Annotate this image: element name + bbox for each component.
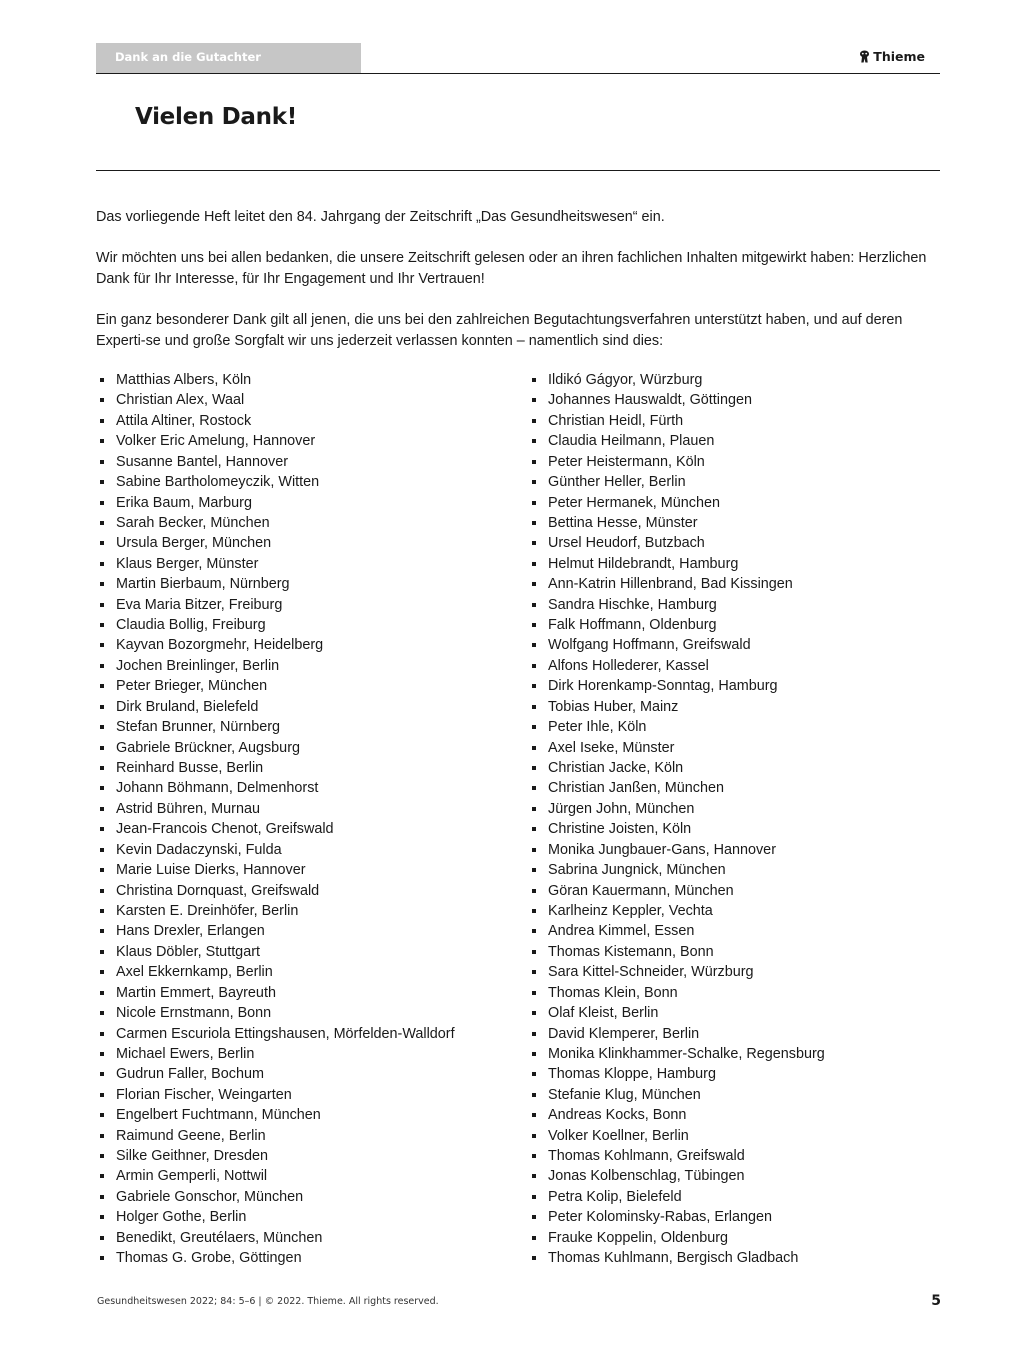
reviewer-item: Thomas Kloppe, Hamburg xyxy=(528,1064,825,1084)
reviewer-item: Reinhard Busse, Berlin xyxy=(96,758,455,778)
reviewer-list-right xyxy=(528,370,825,1269)
reviewer-item: Johannes Hauswaldt, Göttingen xyxy=(528,390,825,410)
reviewer-item: Thomas Kistemann, Bonn xyxy=(528,942,825,962)
reviewer-item: Günther Heller, Berlin xyxy=(528,472,825,492)
reviewer-item: Stefan Brunner, Nürnberg xyxy=(96,717,455,737)
reviewer-list-left xyxy=(96,370,455,1269)
reviewer-item: Sabrina Jungnick, München xyxy=(528,860,825,880)
reviewer-item: Kayvan Bozorgmehr, Heidelberg xyxy=(96,635,455,655)
reviewer-item: Raimund Geene, Berlin xyxy=(96,1126,455,1146)
reviewer-item: Bettina Hesse, Münster xyxy=(528,513,825,533)
reviewer-item: Sandra Hischke, Hamburg xyxy=(528,595,825,615)
reviewer-item: Thomas G. Grobe, Göttingen xyxy=(96,1248,455,1268)
reviewer-item: Susanne Bantel, Hannover xyxy=(96,452,455,472)
reviewer-item: Göran Kauermann, München xyxy=(528,881,825,901)
reviewer-item: Alfons Hollederer, Kassel xyxy=(528,656,825,676)
paragraph-thanks: Wir möchten uns bei allen bedanken, die unsere Zeitschrift gelesen oder an ihren fachlichen Inhalten mitgewirkt haben: Herzlichen Dank für Ihr Interesse, für Ihr Engagement und Ihr Vertrauen! xyxy=(96,250,927,287)
reviewer-item: Martin Bierbaum, Nürnberg xyxy=(96,574,455,594)
reviewer-item: Peter Brieger, München xyxy=(96,676,455,696)
reviewer-item: Sarah Becker, München xyxy=(96,513,455,533)
thieme-logo-icon xyxy=(859,50,870,63)
reviewer-item: Thomas Klein, Bonn xyxy=(528,983,825,1003)
reviewer-item: Peter Kolominsky-Rabas, Erlangen xyxy=(528,1207,825,1227)
reviewer-item: Dirk Bruland, Bielefeld xyxy=(96,697,455,717)
brand-name: Thieme xyxy=(873,49,925,64)
reviewer-item: Astrid Bühren, Murnau xyxy=(96,799,455,819)
reviewer-item: Jürgen John, München xyxy=(528,799,825,819)
reviewer-item: Kevin Dadaczynski, Fulda xyxy=(96,840,455,860)
reviewer-item: Axel Iseke, Münster xyxy=(528,738,825,758)
reviewer-item: Peter Heistermann, Köln xyxy=(528,452,825,472)
reviewer-item: Jean-Francois Chenot, Greifswald xyxy=(96,819,455,839)
reviewer-item: Gabriele Brückner, Augsburg xyxy=(96,738,455,758)
reviewer-item: Benedikt, Greutélaers, München xyxy=(96,1228,455,1248)
reviewer-item: Erika Baum, Marburg xyxy=(96,493,455,513)
reviewer-item: Christian Janßen, München xyxy=(528,778,825,798)
reviewer-item: Christian Alex, Waal xyxy=(96,390,455,410)
intro-text xyxy=(96,207,942,372)
reviewer-item: Frauke Koppelin, Oldenburg xyxy=(528,1228,825,1248)
reviewer-item: Jochen Breinlinger, Berlin xyxy=(96,656,455,676)
reviewer-item: Johann Böhmann, Delmenhorst xyxy=(96,778,455,798)
reviewer-item: Peter Hermanek, München xyxy=(528,493,825,513)
reviewer-item: Ursel Heudorf, Butzbach xyxy=(528,533,825,553)
reviewer-item: Nicole Ernstmann, Bonn xyxy=(96,1003,455,1023)
reviewer-item: Wolfgang Hoffmann, Greifswald xyxy=(528,635,825,655)
reviewer-item: Olaf Kleist, Berlin xyxy=(528,1003,825,1023)
paragraph-intro: Das vorliegende Heft leitet den 84. Jahrgang der Zeitschrift „Das Gesundheitswesen“ ein. xyxy=(96,209,665,225)
reviewer-item: Petra Kolip, Bielefeld xyxy=(528,1187,825,1207)
header-rule xyxy=(96,73,940,74)
reviewer-item: Helmut Hildebrandt, Hamburg xyxy=(528,554,825,574)
reviewer-item: Claudia Heilmann, Plauen xyxy=(528,431,825,451)
reviewer-item: Ann-Katrin Hillenbrand, Bad Kissingen xyxy=(528,574,825,594)
reviewer-item: Thomas Kohlmann, Greifswald xyxy=(528,1146,825,1166)
reviewer-item: Monika Jungbauer-Gans, Hannover xyxy=(528,840,825,860)
reviewer-item: Jonas Kolbenschlag, Tübingen xyxy=(528,1166,825,1186)
reviewer-item: Gabriele Gonschor, München xyxy=(96,1187,455,1207)
publisher-brand xyxy=(859,49,925,64)
reviewer-item: Ildikó Gágyor, Würzburg xyxy=(528,370,825,390)
reviewer-item: David Klemperer, Berlin xyxy=(528,1024,825,1044)
reviewer-item: Matthias Albers, Köln xyxy=(96,370,455,390)
reviewer-item: Christina Dornquast, Greifswald xyxy=(96,881,455,901)
reviewer-item: Christine Joisten, Köln xyxy=(528,819,825,839)
reviewer-item: Karlheinz Keppler, Vechta xyxy=(528,901,825,921)
title-rule xyxy=(96,170,940,171)
reviewer-item: Andreas Kocks, Bonn xyxy=(528,1105,825,1125)
reviewer-item: Claudia Bollig, Freiburg xyxy=(96,615,455,635)
reviewer-item: Marie Luise Dierks, Hannover xyxy=(96,860,455,880)
reviewer-item: Attila Altiner, Rostock xyxy=(96,411,455,431)
reviewer-item: Michael Ewers, Berlin xyxy=(96,1044,455,1064)
reviewer-item: Sara Kittel-Schneider, Würzburg xyxy=(528,962,825,982)
reviewer-item: Klaus Berger, Münster xyxy=(96,554,455,574)
paragraph-reviewers: Ein ganz besonderer Dank gilt all jenen, die uns bei den zahlreichen Begutachtungsverfahren unterstützt haben, und auf deren Experti-se und große Sorgfalt wir uns jederzeit verlassen konnten – namentlich sind dies: xyxy=(96,312,903,349)
reviewer-item: Dirk Horenkamp-Sonntag, Hamburg xyxy=(528,676,825,696)
page-title: Vielen Dank! xyxy=(135,104,297,130)
reviewer-item: Engelbert Fuchtmann, München xyxy=(96,1105,455,1125)
reviewer-item: Volker Eric Amelung, Hannover xyxy=(96,431,455,451)
reviewer-item: Klaus Döbler, Stuttgart xyxy=(96,942,455,962)
footer-citation: Gesundheitswesen 2022; 84: 5–6 | © 2022. Thieme. All rights reserved. xyxy=(97,1296,439,1307)
page-number: 5 xyxy=(931,1293,941,1309)
reviewer-item: Peter Ihle, Köln xyxy=(528,717,825,737)
section-label: Dank an die Gutachter xyxy=(96,43,361,73)
reviewer-item: Christian Heidl, Fürth xyxy=(528,411,825,431)
reviewer-item: Monika Klinkhammer-Schalke, Regensburg xyxy=(528,1044,825,1064)
reviewer-item: Silke Geithner, Dresden xyxy=(96,1146,455,1166)
reviewer-item: Florian Fischer, Weingarten xyxy=(96,1085,455,1105)
reviewer-item: Axel Ekkernkamp, Berlin xyxy=(96,962,455,982)
reviewer-item: Martin Emmert, Bayreuth xyxy=(96,983,455,1003)
reviewer-item: Eva Maria Bitzer, Freiburg xyxy=(96,595,455,615)
reviewer-item: Hans Drexler, Erlangen xyxy=(96,921,455,941)
reviewer-item: Thomas Kuhlmann, Bergisch Gladbach xyxy=(528,1248,825,1268)
reviewer-item: Tobias Huber, Mainz xyxy=(528,697,825,717)
reviewer-item: Volker Koellner, Berlin xyxy=(528,1126,825,1146)
reviewer-item: Andrea Kimmel, Essen xyxy=(528,921,825,941)
reviewer-item: Gudrun Faller, Bochum xyxy=(96,1064,455,1084)
reviewer-item: Karsten E. Dreinhöfer, Berlin xyxy=(96,901,455,921)
reviewer-item: Stefanie Klug, München xyxy=(528,1085,825,1105)
reviewer-item: Christian Jacke, Köln xyxy=(528,758,825,778)
reviewer-item: Ursula Berger, München xyxy=(96,533,455,553)
reviewer-item: Carmen Escuriola Ettingshausen, Mörfelden-Walldorf xyxy=(96,1024,455,1044)
reviewer-item: Armin Gemperli, Nottwil xyxy=(96,1166,455,1186)
reviewer-item: Holger Gothe, Berlin xyxy=(96,1207,455,1227)
reviewer-item: Sabine Bartholomeyczik, Witten xyxy=(96,472,455,492)
reviewer-item: Falk Hoffmann, Oldenburg xyxy=(528,615,825,635)
